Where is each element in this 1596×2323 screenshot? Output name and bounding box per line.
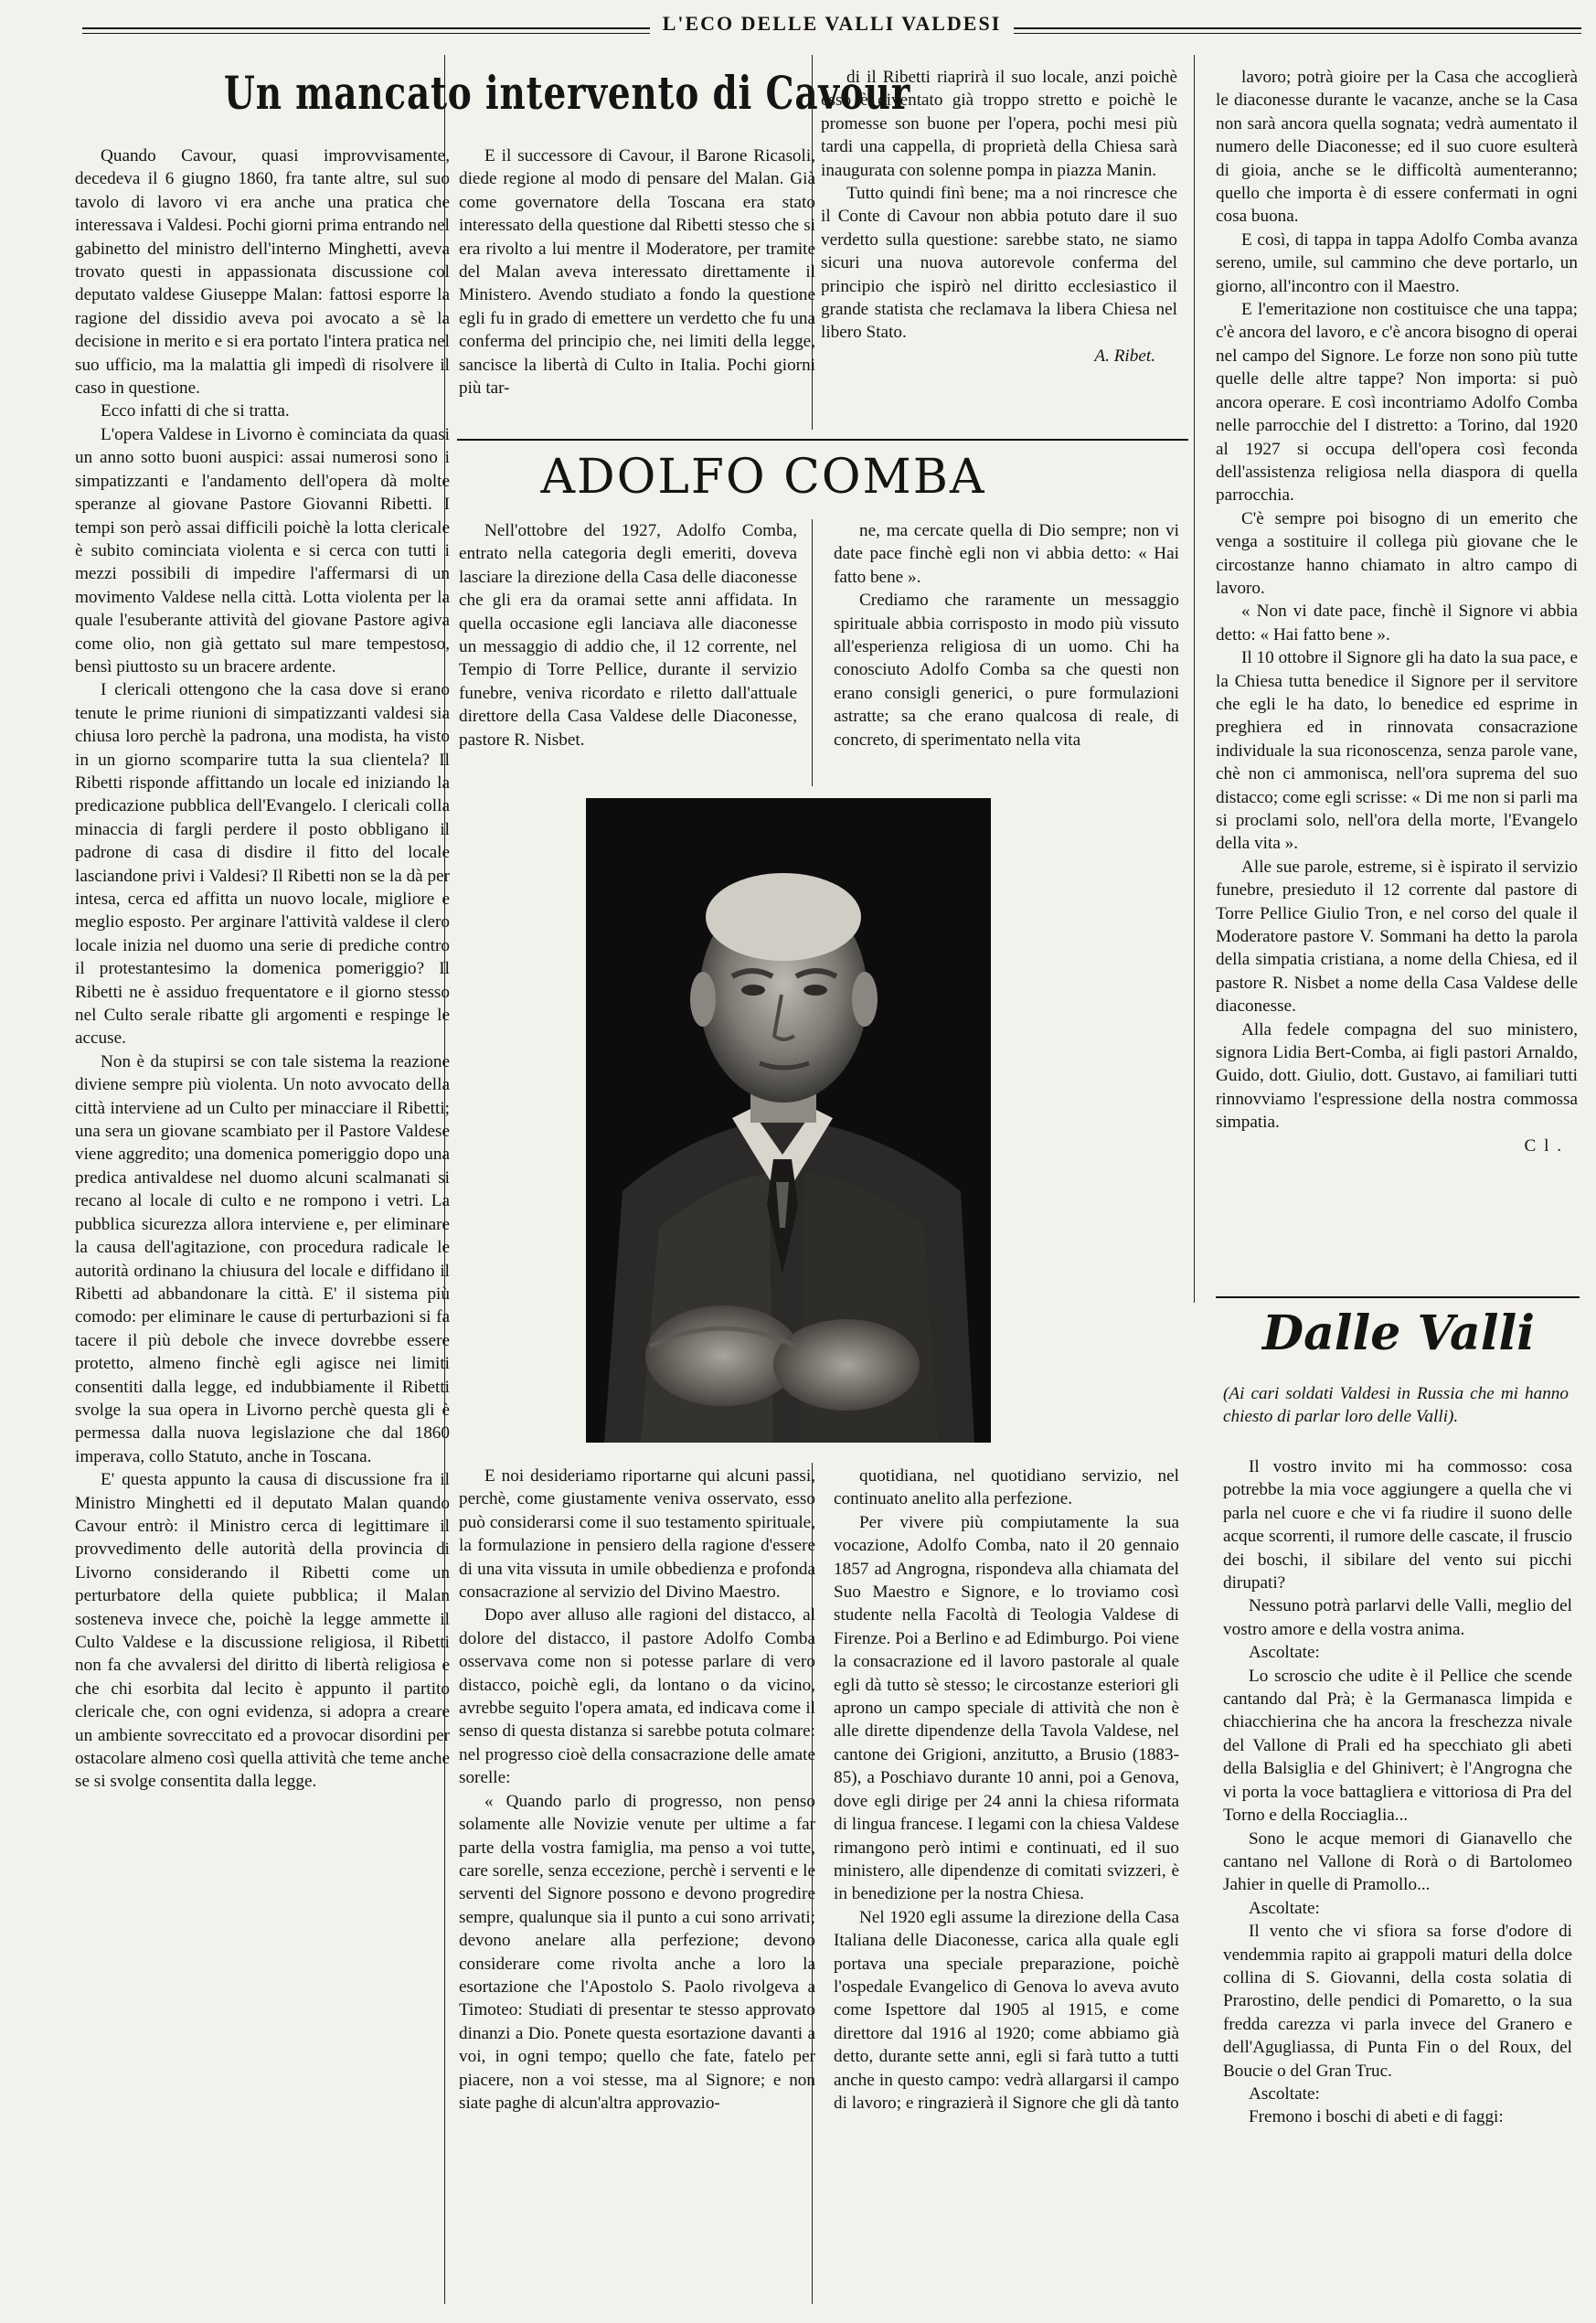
paragraph: E il successore di Cavour, il Barone Ricasoli, diede regione al modo di pensare del Malan. Già come governatore della Toscana era stato interessato della questione dal Ribetti stesso che si era rivolto a lui mentre il Moderatore, per tramite del Malan aveva interessato direttamente il Ministero. Avendo studiato a fondo la questione egli fu in grado di emettere un verdetto che fu una conferma del principio che, nei limiti della legge, sancisce la libertà di Culto in Italia. Pochi giorni più tar- [459, 146, 815, 399]
column-divider [812, 519, 813, 786]
portrait-image [586, 798, 991, 1443]
paragraph: Nessuno potrà parlarvi delle Valli, meglio del vostro amore e della vostra anima. [1223, 1596, 1572, 1639]
valli-column [1223, 1455, 1572, 2129]
comba-upper-left [459, 519, 797, 751]
comba-headline: ADOLFO COMBA [540, 450, 986, 505]
paragraph: ne, ma cercate quella di Dio sempre; non vi date pace finchè egli non vi abbia detto: « Hai fatto bene ». [834, 521, 1179, 587]
cavour-column-2 [459, 144, 815, 400]
paragraph: L'opera Valdese in Livorno è cominciata da quasi un anno sotto buoni auspici: assai numerosi sono i simpatizzanti e l'andamento dell'opera dà molte speranze al giovane Pastore Giovanni Ribetti. I tempi son però assai difficili poichè la lotta clericale è subito cominciata violenta e si cerca con tutti i mezzi possibili di impedire l'affermarsi di un movimento Valdese nella città. Lotta violenta per la quale l'esuberante attività del giovane Pastore agiva come olio, non già gettato sul mare tempestoso, bensì piuttosto su un bracere ardente. [75, 424, 450, 677]
paragraph: Il vostro invito mi ha commosso: cosa potrebbe la mia voce aggiungere a quella che vi parla nel cuore e che vi fa riudire il suono delle acque scorrenti, il rumore delle cascate, il fruscio dei boschi, il sibilare del vento sui picchi dirupati? [1223, 1457, 1572, 1593]
comba-lower-left [459, 1465, 815, 2115]
masthead [82, 5, 1581, 42]
paragraph: E noi desideriamo riportarne qui alcuni passi, perchè, come giustamente veniva osservato, esso può considerarsi come il suo testamento spirituale, la formulazione in pensiero della ragione d'essere di una vita vissuta in umile obbedienza e profonda consacrazione al servizio del Divino Maestro. [459, 1466, 815, 1603]
comba-upper-right [834, 519, 1179, 751]
paragraph: Ecco infatti di che si tratta. [101, 401, 290, 421]
paragraph: « Non vi date pace, finchè il Signore vi abbia detto: « Hai fatto bene ». [1216, 602, 1578, 645]
paragraph: Crediamo che raramente un messaggio spirituale abbia corrisposto in modo più vissuto all'esperienza religiosa di un uomo. Chi ha conosciuto Adolfo Comba sa che questi non erano consigli generici, o pure formulazioni astratte; sa che erano qualcosa di reale, di concreto, di sperimentato nella vita [834, 591, 1179, 750]
paragraph: lavoro; potrà gioire per la Casa che accoglierà le diaconesse durante le vacanze, anche se la Casa non sarà ancora quella sognata; vedrà aumentato il numero delle Diaconesse; ed il suo cuore esulterà di gioia, anche se le difficoltà aumenteranno; quello che importa è di essere confermati in ogni cosa buona. [1216, 68, 1578, 227]
section-rule [1216, 1296, 1580, 1298]
column-divider [812, 1463, 813, 2304]
paragraph: Non è da stupirsi se con tale sistema la reazione diviene sempre più violenta. Un noto avvocato della città interviene ad un Culto per minacciare il Ribetti; una sera un giovane scambiato per il Pastore Valdese viene aggredito; una domenica pomeriggio dopo una predica antivaldese nel duomo alcuni scalmanati si recano al locale di culto e ne rompono i vetri. La pubblica sicurezza allora interviene e, per eliminare la causa dell'agitazione, con procedura radicale le autorità ordinano la chiusura del locale e diffidano il Ribetti ad abbandonare la città. E' il sistema più comodo: per eliminare le cause di perturbazioni si fa tacere il più debole che invece dovrebbe essere protetto, almeno finchè egli agisce nei limiti consentiti dalla legge, ed indubbiamente il Ribetti svolge la sua opera in Livorno perchè questa gli è permessa dalla nuova legislazione che dal 1860 imperava, collo Statuto, anche in Toscana. [75, 1051, 450, 1466]
paragraph: Nel 1920 egli assume la direzione della Casa Italiana delle Diaconesse, carica alla quale egli portava una speciale preparazione, poichè l'ospedale Evangelico di Genova lo aveva avuto come Ispettore dal 1905 al 1915, e come direttore dal 1916 al 1920; come abbiamo già detto, durante sette anni, egli si farà tutto a tutti anche in questo campo: vedrà allargarsi il campo di lavoro; e ringrazierà il Signore che gli dà tanto [834, 1907, 1179, 2113]
paragraph: Dopo aver alluso alle ragioni del distacco, al dolore del distacco, il pastore Adolfo Comba osservava come non si potesse parlare di vero distacco, poichè egli, da lontano o da vicino, avrebbe seguito l'opera amata, ed indicava come il senso di questa distanza si sarebbe potuta colmare: nel progresso cioè della consacrazione delle amate sorelle: [459, 1605, 815, 1788]
paragraph: Nell'ottobre del 1927, Adolfo Comba, entrato nella categoria degli emeriti, doveva lasciare la direzione della Casa delle diaconesse che gli era da oramai sette anni affidata. In quella occasione egli lanciava alle diaconesse un messaggio di addio che, il 12 corrente, nel Tempio di Torre Pellice, durante il servizio funebre, veniva ricordato e riletto dall'attuale direttore della Casa Valdese delle Diaconesse, pastore R. Nisbet. [459, 521, 797, 750]
column-divider [812, 55, 813, 430]
comba-column-4 [1216, 66, 1578, 1157]
paragraph: Il vento che vi sfiora sa forse d'odore di vendemmia rapito ai grappoli maturi della dolce collina di S. Giovanni, della costa solatia di Prarostino, delle pendici di Pomaretto, o la sua fredda carezza vi parla invece del Granero e dell'Agugliassa, di Punta Fin o del Roux, del Boucie o del Gran Truc. [1223, 1922, 1572, 2081]
valli-intro: (Ai cari soldati Valdesi in Russia che mi hanno chiesto di parlar loro delle Valli). [1223, 1384, 1569, 1427]
paragraph: Quando Cavour, quasi improvvisamente, decedeva il 6 giugno 1860, fra tante altre, sul suo tavolo di lavoro vi era anche una pratica che interessava i Valdesi. Pochi giorni prima entrando nel gabinetto del ministro dell'interno Minghetti, aveva trovato questi in appassionata discussione col deputato valdese Giuseppe Malan: fattosi esporre la ragione del dissidio aveva poi avocato a sè la decisione in merito e si era portato l'intera pratica nel suo ufficio, ma la malattia gli impedì di risolvere il caso in questione. [75, 146, 450, 399]
paragraph: E' questa appunto la causa di discussione fra il Ministro Minghetti ed il deputato Malan quando Cavour entrò: il Ministro cerca di legittimare il provvedimento delle autorità della provincia di Livorno considerando il Ribetti come un perturbatore della quiete pubblica; il Malan sosteneva invece che, poichè la legge ammette il Culto Valdese e la discussione religiosa, il Ribetti non fa che avvalersi del diritto di libertà religiosa e che chi esorbita dal lecito è appunto il partito clericale che, con ogni evidenza, si adopra a creare un ambiente sovreccitato ed a provocar disordini per ostacolare almeno così quella attività che teme anche se si svolge consentita dalla legge. [75, 1470, 450, 1792]
paragraph: quotidiana, nel quotidiano servizio, nel continuato anelito alla perfezione. [834, 1466, 1179, 1509]
paragraph: I clericali ottengono che la casa dove si erano tenute le prime riunioni di simpatizzanti valdesi sia chiusa loro perchè la padrona, una modista, ha visto in un giorno scomparire tutta la sua clientela? Il Ribetti risponde affittando un locale ed iniziando la predicazione pubblica dell'Evangelo. I clericali colla minaccia di fargli perdere il posto obbligano il padrone di casa di disdire il fitto del locale lasciandone privi i Valdesi? Il Ribetti non se la dà per intesa, cerca ed affitta un nuovo locale, migliore e meglio esposto. Per arginare l'attività valdese il clero locale inizia nel duomo una serie di prediche contro il protestantesimo la domenica pomeriggio? Il Ribetti ne è assiduo frequentatore e il giorno stesso nel Culto serale ribatte gli argomenti e respinge le accuse. [75, 680, 450, 1049]
paragraph: « Quando parlo di progresso, non penso solamente alle Novizie venute per ultime a far parte della vostra famiglia, ma penso a voi tutte, care sorelle, senza eccezione, perchè i serventi e le serventi del Signore possono e devono progredire sempre, qualunque sia il punto a cui sono arrivati; devono anelare alla perfezione; devono considerare come rivolta anche a loro la esortazione che l'Apostolo S. Paolo rivolgeva a Timoteo: Studiati di presentar te stesso approvato dinanzi a Dio. Ponete questa esortazione davanti a voi, in ogni tempo; quello che fate, fatelo per piacere, non a voi stesse, ma al Signore; e non siate paghe di alcun'altra approvazio- [459, 1791, 815, 2113]
paragraph: Per vivere più compiutamente la sua vocazione, Adolfo Comba, nato il 20 gennaio 1857 ad Angrogna, rispondeva alla chiamata del Suo Maestro e Signore, e lo troviamo così studente nella Facoltà di Teologia Valdese di Firenze. Poi a Berlino e ad Edimburgo. Poi viene la consacrazione ed il lavoro pastorale al quale egli dà tutto sè stesso; le circostanze esteriori gli aprono un campo speciale di attività che non è alle dirette dipendenze della Tavola Valdese, nel cantone dei Grigioni, anzitutto, a Brusio (1883-85), a Poschiavo durante 10 anni, poi a Genova, dove egli dirige per 24 anni la chiesa riformata di lingua francese. I legami con la chiesa Valdese rimangono però intimi e continuati, ed il suo ministero, alle dipendenze di comitati svizzeri, è in benedizione per la nostra Chiesa. [834, 1512, 1179, 1904]
paragraph: Ascoltate: [1249, 1643, 1320, 1663]
paragraph: Alla fedele compagna del suo ministero, signora Lidia Bert-Comba, ai figli pastori Arnaldo, Guido, dott. Giulio, dott. Gustavo, ai familiari tutti rinnovviamo l'espressione della nostra commossa simpatia. [1216, 1019, 1578, 1133]
comba-lower-right [834, 1465, 1179, 2115]
cavour-signature: A. Ribet. [1094, 346, 1155, 366]
cavour-headline: Un mancato intervento di Cavour [223, 66, 911, 120]
paragraph: Lo scroscio che udite è il Pellice che scende cantando dal Prà; è la Germanasca limpida e chiacchierina che ha ancora la freschezza nivale del Vallone di Prali ed ha specchiato gli abeti della Balsiglia e del Ghinivert; è l'Angrogna che vi porta la voce battagliera e vittoriosa di Pra del Torno e della Rocciaglia... [1223, 1666, 1572, 1826]
column-divider [444, 55, 445, 2304]
portrait-photo [586, 798, 991, 1443]
comba-signature: C l . [1524, 1135, 1563, 1156]
cavour-column-3 [821, 66, 1177, 368]
masthead-title: L'ECO DELLE VALLI VALDESI [650, 5, 1015, 42]
paragraph: Alle sue parole, estreme, si è ispirato il servizio funebre, presieduto il 12 corrente dal pastore di Torre Pellice Giulio Tron, e nel corso del quale il Moderatore pastore V. Sommani ha detto la parola della simpatia cristiana, a nome della Chiesa, ed il pastore R. Nisbet a nome della Casa Valdese delle diaconesse. [1216, 857, 1578, 1017]
paragraph: C'è sempre poi bisogno di un emerito che venga a sostituire il collega più giovane che le circostanze hanno chiamato in altro campo di lavoro. [1216, 508, 1578, 598]
column-divider [1194, 55, 1195, 1303]
cavour-column-1 [75, 144, 450, 1794]
paragraph: Ascoltate: [1249, 1898, 1320, 1918]
paragraph: Tutto quindi finì bene; ma a noi rincresce che il Conte di Cavour non abbia potuto dare il suo verdetto sulla questione: sarebbe stato, ne siamo sicuri una nuova autorevole conferma del principio che ispirò nel diritto ecclesiastico il grande statista che reclamava la libera Chiesa nel libero Stato. [821, 184, 1177, 343]
paragraph: Il 10 ottobre il Signore gli ha dato la sua pace, e la Chiesa tutta benedice il Signore per il servitore che egli le ha dato, lo benedice ed esprime in preghiera ed in rinnovata consacrazione individuale la sua riconoscenza, senza parole vane, chè non ci ammonisca, nell'ora suprema del suo distacco; come egli scrisse: « Di me non si parli ma si proclami solo, nell'ora della morte, l'Evangelo della vita ». [1216, 648, 1578, 854]
paragraph: Fremono i boschi di abeti e di faggi: [1249, 2107, 1504, 2127]
paragraph: E così, di tappa in tappa Adolfo Comba avanza sereno, umile, sul cammino che deve portarlo, un giorno, all'incontro con il Maestro. [1216, 229, 1578, 296]
section-rule [457, 439, 1188, 441]
valli-headline: Dalle Valli [1261, 1305, 1535, 1361]
paragraph: di il Ribetti riaprirà il suo locale, anzi poichè esso è diventato già troppo stretto e poichè le promesse son buone per l'opera, pochi mesi più tardi una cappella, di proprietà della Chiesa sarà inaugurata con solenne pompa in piazza Manin. [821, 68, 1177, 180]
paragraph: E l'emeritazione non costituisce che una tappa; c'è ancora del lavoro, e c'è ancora bisogno di operai nel campo del Signore. Le forze non sono più tutte quelle delle altre tappe? Non importa: si può ancora operare. E così incontriamo Adolfo Comba nelle parrocchie del I distretto: a Torino, dal 1920 al 1927 si occupa dell'opera così feconda dell'assistenza religiosa nella diaspora di quella parrocchia. [1216, 300, 1578, 506]
paragraph: Sono le acque memori di Gianavello che cantano nel Vallone di Rorà o di Bartolomeo Jahier in quelle di Pramollo... [1223, 1828, 1572, 1895]
paragraph: Ascoltate: [1249, 2083, 1320, 2104]
